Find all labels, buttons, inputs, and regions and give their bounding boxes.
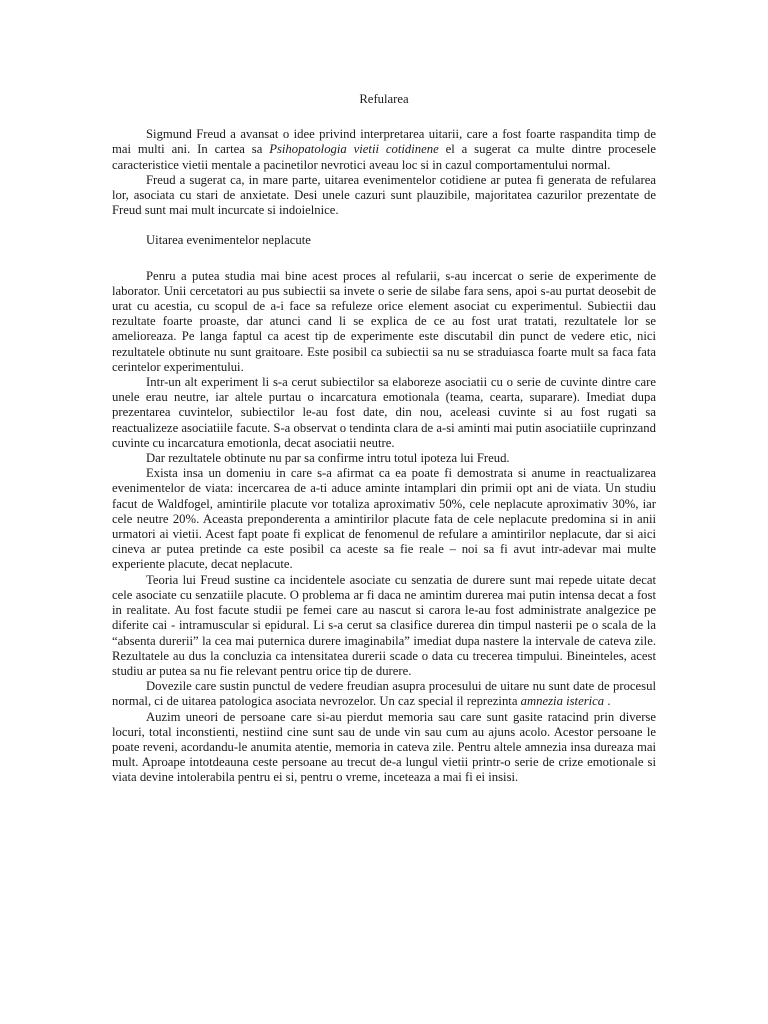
paragraph: Intr-un alt experiment li s-a cerut subiectilor sa elaboreze asociatii cu o serie de cuvinte dintre care unele erau neutre, iar altele purtau o incarcatura emotionala (teama, cearta, suparare). Imediat dupa prezentarea cuvintelor, subiectilor le-au fost date, din nou, aceleasi cuvinte si au fost rugati sa reactualizeze asociatiile facute. S-a observat o tendinta clara de a-si aminti mai putin asociatiile cuprinzand cuvinte cu incarcatura emotionla, decat asociatii neutre. <box>112 375 656 450</box>
paragraph: Penru a putea studia mai bine acest proces al refularii, s-au incercat o serie de experimente de laborator. Unii cercetatori au pus subiectii sa invete o serie de silabe fara sens, apoi s-au purtat deosebit de urat cu acestia, cu scopul de a-i face sa refuleze orice element asociat cu experimentul. Subiectii dau rezultate foarte proaste, dar atunci cand li se explica de ce au fost urat tratati, rezultatele lor se amelioreaza. Pe langa faptul ca acest tip de experimente este discutabil din punct de vedere etic, nici rezultatele obtinute nu sunt graitoare. Este posibil ca subiectii sa nu se straduiasca foarte mult sa faca fata cerintelor experimentului. <box>112 268 656 374</box>
paragraph <box>112 679 656 709</box>
paragraph-text: el a sugerat ca multe dintre procesele caracteristice vietii mentale a pacinetilor nevrotici aveau loc si in cazul comportamentului normal. <box>112 142 657 172</box>
document-title: Refularea <box>359 92 409 106</box>
book-title: Psihopatologia vietii cotidinene <box>269 142 439 157</box>
section-heading: Uitarea evenimentelor neplacute <box>146 233 311 248</box>
paragraph: Freud a sugerat ca, in mare parte, uitarea evenimentelor cotidiene ar putea fi generata de refularea lor, asociata cu stari de anxietate. Desi unele cazuri sunt plauzibile, majoritatea cazurilor prezentate de Freud sunt mai mult incurcate si indoielnice. <box>112 172 656 218</box>
paragraph: Dar rezultatele obtinute nu par sa confirme intru totul ipoteza lui Freud. <box>146 451 510 466</box>
italic-term: amnezia isterica <box>520 694 605 709</box>
paragraph-text: Sigmund Freud a avansat o idee privind interpretarea uitarii, care a fost foarte raspandita timp de mai multi ani. In cartea sa <box>112 127 656 157</box>
paragraph <box>112 127 656 173</box>
paragraph-text: . <box>604 694 611 709</box>
paragraph: Auzim uneori de persoane care si-au pierdut memoria sau care sunt gasite ratacind prin diverse locuri, total inconstienti, nestiind cine sunt sau de unde vin sau cum au ajuns acolo. Acestor persoane le poate reveni, acordandu-le anumita atentie, memoria in cateva zile. Pentru altele amnezia insa dureaza mai mult. Aproape intotdeauna ceste persoane au trecut de-a lungul vietii printr-o serie de crize emotionale si viata devine intolerabila pentru ei si, pentru o vreme, inceteaza a mai fi ei insisi. <box>112 709 656 785</box>
paragraph: Exista insa un domeniu in care s-a afirmat ca ea poate fi demostrata si anume in reactualizarea evenimentelor de viata: incercarea de a-ti aduce aminte intamplari din primii opt ani de viata. Un studiu facut de Waldfogel, amintirile placute vor totaliza aproximativ 50%, cele neplacute aproximativ 30%, iar cele neutre 20%. Aceasta preponderenta a amintirilor placute fata de cele neplacute predomina si in anii urmatori ai vietii. Acest fapt poate fi explicat de fenomenul de refulare a amintirilor neplacute, dar si aici cineva ar putea pretinde ca este posibil ca aceste sa fie reale – noi sa fi avut intr-adevar mai multe experiente placute, decat neplacute. <box>112 466 656 572</box>
paragraph-text: Dovezile care sustin punctul de vedere freudian asupra procesului de uitare nu sunt date de procesul normal, ci de uitarea patologica asociata nevrozelor. Un caz special il reprezinta <box>112 679 656 709</box>
paragraph: Teoria lui Freud sustine ca incidentele asociate cu senzatia de durere sunt mai repede uitate decat cele asociate cu senzatiile placute. O problema ar fi daca ne amintim durerea mai putin intensa decat a fost in realitate. Au fost facute studii pe femei care au nascut si carora le-au fost administrate analgezice pe diferite cai - intramuscular si epidural. Li s-a cerut sa clasifice durerea din timpul nasterii pe o scala de la “absenta durerii” la cea mai puternica durere imaginabila” imediat dupa nastere la intervale de cateva zile. Rezultatele au dus la concluzia ca intensitatea durerii scade o data cu trecerea timpului. Bineinteles, acest studiu ar putea sa nu fie relevant pentru orice tip de durere. <box>112 572 656 678</box>
document-page <box>112 92 656 786</box>
